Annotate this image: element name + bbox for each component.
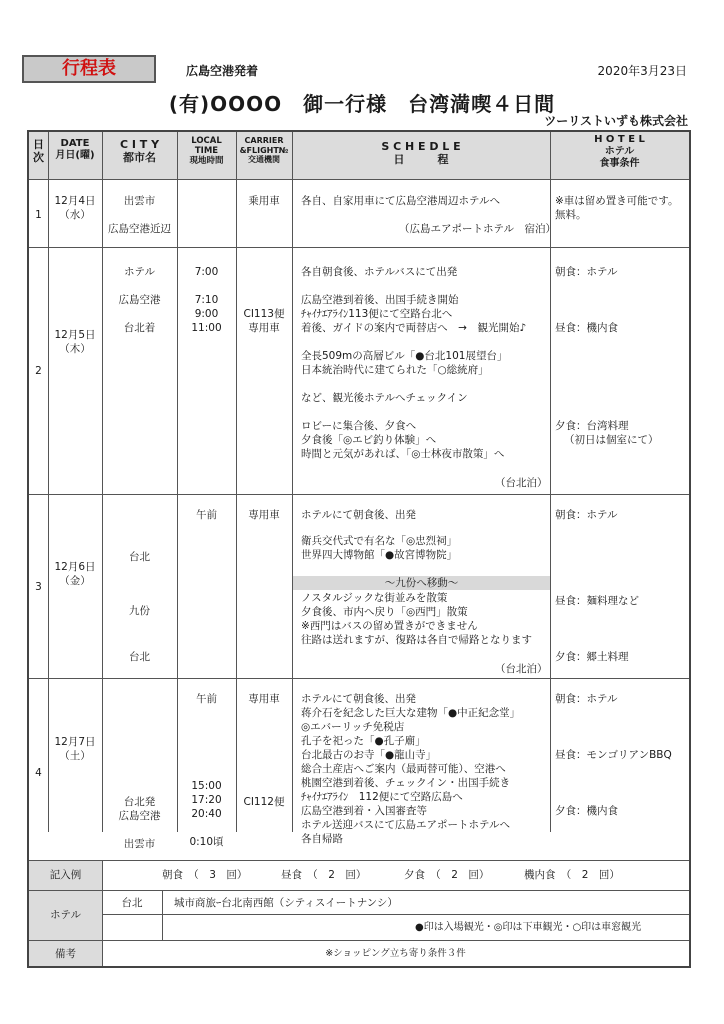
departure-subtitle: 広島空港発着 [186, 64, 259, 78]
itinerary-badge: 行程表 [22, 55, 156, 83]
local-time: 20:40 [191, 808, 222, 820]
header-carrier-line3: 交通機関 [248, 155, 280, 165]
lodging-note: （広島エアポートホテル 宿泊） [399, 223, 556, 235]
lodging-note: （台北泊） [495, 663, 548, 675]
schedule-line: 蒋介石を紀念した巨大な建物「●中正紀念堂」 [301, 707, 521, 719]
header-hotel [550, 134, 689, 170]
document-date: 2020年3月23日 [597, 64, 687, 78]
schedule-line: 全長509mの高層ビル「●台北101展望台」 [301, 350, 508, 362]
header-city-line1: C I T Y [119, 138, 160, 151]
schedule-line: ホテル送迎バスにて広島エアポートホテルへ [301, 819, 510, 831]
city: 広島空港近辺 [108, 223, 171, 235]
meal-count-dinner: 夕食 （ 2 回） [404, 869, 490, 881]
header-date-line1: DATE [60, 138, 90, 149]
day-number: 3 [35, 581, 42, 593]
day-date: 12月6日 [54, 561, 96, 573]
example-label: 記入例 [49, 869, 82, 881]
header-date-line2: 月日(曜) [55, 150, 95, 161]
day-date: 12月4日 [54, 195, 96, 207]
schedule-line: 往路は送れますが、復路は各自で帰路となります [301, 634, 532, 646]
city: 台北着 [123, 322, 156, 334]
schedule-line: ホテルにて朝食後、出発 [301, 693, 416, 705]
hotel-meal: 朝食：ホテル [555, 509, 618, 521]
day-weekday: （金） [59, 575, 91, 587]
schedule-line: 夕食後、市内へ戻り「◎西門」散策 [301, 606, 468, 618]
carrier: 専用車 [248, 322, 280, 334]
schedule-line: ◎エバーリッチ免税店 [301, 721, 405, 733]
hotel-meal: 朝食：ホテル [555, 693, 618, 705]
company-name: ツーリストいずも株式会社 [544, 114, 688, 128]
header-schedule-line1: S C H E D L E [381, 140, 461, 153]
sight-legend: ●印は入場観光・◎印は下車観光・○印は車窓観光 [415, 922, 642, 933]
carrier: 乗用車 [248, 195, 280, 207]
carrier: 専用車 [248, 509, 280, 521]
local-time: 9:00 [194, 308, 219, 320]
header-time-line1: LOCAL [191, 136, 222, 146]
schedule-line: 各自帰路 [301, 833, 343, 845]
schedule-line: など、観光後ホテルへチェックイン [301, 392, 468, 404]
header-time-line2: TIME [194, 146, 219, 157]
header-carrier [236, 136, 292, 165]
local-time: 7:00 [194, 266, 219, 278]
header-date [48, 138, 102, 162]
day-number: 2 [35, 365, 42, 377]
day-weekday: （土） [59, 750, 91, 762]
header-day [29, 138, 48, 164]
hotel-name: 城市商旅ｰ台北南西館（シティスイートナンシ） [174, 897, 398, 909]
schedule-line: 広島空港到着・入国審査等 [301, 805, 427, 817]
schedule-line: 桃園空港到着後、チェックイン・出国手続き [301, 777, 511, 789]
day-number: 1 [35, 209, 42, 221]
schedule-line: 各自、自家用車にて広島空港周辺ホテルへ [301, 195, 500, 207]
day-weekday: （水） [59, 209, 91, 221]
carrier: CI112便 [243, 796, 285, 808]
day-date: 12月5日 [54, 329, 96, 341]
city: 九份 [129, 605, 150, 617]
schedule-line: 広島空港到着後、出国手続き開始 [301, 294, 459, 306]
schedule-line: 着後、ガイドの案内で両替店へ → 観光開始♪ [301, 322, 527, 334]
header-hotel-line3: 食事条件 [599, 158, 640, 169]
header-hotel-line1: H O T E L [594, 134, 645, 145]
schedule-line: 各自朝食後、ホテルバスにて出発 [301, 266, 458, 278]
schedule-line: 台北最古のお寺「●龍山寺」 [301, 749, 437, 761]
meal-count-lunch: 昼食 （ 2 回） [281, 869, 367, 881]
city: ホテル [124, 266, 155, 278]
city: 台北 [129, 551, 150, 563]
day-weekday: （木） [59, 343, 91, 355]
transfer-label: ～九份へ移動～ [384, 577, 459, 589]
city: 台北発 [123, 796, 156, 808]
meal-count-breakfast: 朝食 （ 3 回） [162, 869, 248, 881]
hotel-city: 台北 [121, 897, 143, 909]
header-schedule [292, 140, 550, 166]
hotel-note: ※車は留め置き可能です。 [555, 195, 679, 207]
hotel-meal: （初日は個室にて） [564, 434, 659, 446]
schedule-line: ﾁｬｲﾅｴｱﾗｲﾝ113便にて空路台北へ [301, 308, 453, 320]
notes-label: 備考 [55, 948, 76, 960]
schedule-line: ノスタルジックな街並みを散策 [301, 592, 448, 604]
city: 広島空港 [118, 294, 161, 306]
header-time [177, 136, 236, 167]
hotel-meal: 夕食：台湾料理 [555, 420, 629, 432]
header-day-line2: 次 [33, 151, 44, 165]
schedule-line: ホテルにて朝食後、出発 [301, 509, 416, 521]
schedule-line: 時間と元気があれば、「◎士林夜市散策」へ [301, 448, 505, 460]
document-title: (有)OOOO 御一行様 台湾満喫４日間 [168, 92, 556, 116]
day-number: 4 [35, 767, 42, 779]
local-time: 17:20 [191, 794, 222, 806]
notes-text: ※ショッピング立ち寄り条件３件 [325, 948, 466, 959]
hotel-meal: 夕食：機内食 [555, 805, 618, 817]
local-time: 15:00 [191, 780, 222, 792]
local-time: 0:10頃 [189, 836, 224, 848]
header-carrier-line2: &FLIGHT№ [239, 145, 289, 155]
hotel-meal: 昼食：機内食 [555, 322, 618, 334]
header-city [102, 138, 177, 164]
header-time-line3: 現地時間 [189, 156, 224, 167]
city: 出雲市 [123, 838, 156, 850]
day-date: 12月7日 [54, 736, 96, 748]
carrier: CI113便 [243, 308, 285, 320]
itinerary-table [27, 130, 691, 968]
schedule-line: 孔子を祀った「●孔子廟」 [301, 735, 426, 747]
local-time: 午前 [196, 509, 217, 521]
schedule-line: 総合土産店へご案内（最両替可能）、空港へ [301, 763, 506, 775]
schedule-line: ※西門はバスの留め置きができません [301, 620, 478, 632]
header-schedule-line2: 日 程 [393, 153, 449, 167]
city: 出雲市 [123, 195, 156, 207]
header-carrier-line1: CARRIER [244, 136, 284, 145]
schedule-line: 世界四大博物館「●故宮博物院」 [301, 549, 458, 561]
schedule-line: 日本統治時代に建てられた「○総統府」 [301, 364, 489, 376]
local-time: 11:00 [191, 322, 222, 334]
city: 広島空港 [118, 810, 161, 822]
hotel-meal: 朝食：ホテル [555, 266, 618, 278]
meal-count-inflight: 機内食 （ 2 回） [524, 869, 620, 881]
header-hotel-line2: ホテル [604, 146, 635, 157]
hotel-note: 無料。 [555, 209, 587, 221]
lodging-note: （台北泊） [495, 477, 548, 489]
carrier: 専用車 [248, 693, 280, 705]
local-time: 7:10 [194, 294, 219, 306]
hotel-meal: 昼食：モンゴリアンBBQ [555, 749, 672, 761]
hotel-meal: 夕食：郷土料理 [555, 651, 629, 663]
local-time: 午前 [196, 693, 217, 705]
schedule-line: 夕食後「◎エビ釣り体験」へ [301, 434, 437, 446]
hotel-meal: 昼食：麺料理など [555, 595, 639, 607]
hotel-label: ホテル [50, 909, 81, 921]
schedule-line: ﾁｬｲﾅｴｱﾗｲﾝ 112便にて空路広島へ [301, 791, 463, 803]
schedule-line: 衛兵交代式で有名な「◎忠烈祠」 [301, 535, 458, 547]
city: 台北 [129, 651, 150, 663]
schedule-line: ロビーに集合後、夕食へ [301, 420, 417, 432]
header-city-line2: 都市名 [123, 151, 156, 165]
header-day-line1: 日 [33, 138, 44, 151]
